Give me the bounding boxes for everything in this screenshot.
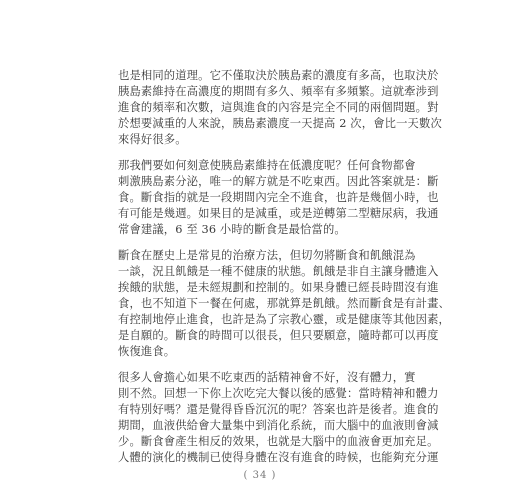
- text-line: 食，也不知道下一餐在何處，那就算是飢餓。然而斷食是有計畫、: [118, 297, 450, 310]
- text-line: 常會建議，6 至 36 小時的斷食是最恰當的。: [118, 223, 346, 236]
- text-line: 於想要減重的人來說，胰島素濃度一天提高 2 次，會比一天數次: [118, 117, 442, 130]
- paragraph-energy-concerns: [118, 370, 439, 466]
- text-line: 期間，血液供給會大量集中到消化系統，而大腦中的血液則會減: [118, 419, 439, 432]
- text-line: 刺激胰島素分泌，唯一的解方就是不吃東西。因此答案就是：斷: [118, 175, 439, 188]
- text-line: 人體的演化的機制已使得身體在沒有進食的時候，也能夠充分運: [118, 451, 439, 464]
- text-line: 胰島素維持在高濃度的期間有多久、頻率有多頻繁。這就牽涉到: [118, 85, 439, 98]
- text-line: 來得好很多。: [118, 133, 187, 146]
- text-line: 是自願的。斷食的時間可以很長，但只要願意，隨時都可以再度: [118, 329, 439, 342]
- text-line: 食。斷食指的就是一段期間內完全不進食，也許是幾個小時，也: [118, 191, 439, 204]
- text-line: 少。斷食會產生相反的效果，也就是大腦中的血液會更加充足。: [118, 435, 439, 448]
- text-line: 有特別好嗎？還是覺得昏昏沉沉的呢？答案也許是後者。進食的: [118, 403, 439, 416]
- paragraph-insulin-duration: [118, 68, 442, 148]
- text-line: 一談，況且飢餓是一種不健康的狀態。飢餓是非自主讓身體進入: [118, 265, 439, 278]
- text-line: 也是相同的道理。它不僅取決於胰島素的濃度有多高，也取決於: [118, 69, 439, 82]
- text-line: 有控制地停止進食，也許是為了宗教心靈，或是健康等其他因素，: [118, 313, 450, 326]
- text-line: 那我們要如何刻意使胰島素維持在低濃度呢？任何食物都會: [118, 159, 416, 172]
- body-text: [118, 68, 450, 466]
- page-number: ( 34 ): [243, 470, 277, 481]
- text-line: 挨餓的狀態，是未經規劃和控制的。如果身體已經長時間沒有進: [118, 281, 439, 294]
- text-line: 有可能是幾週。如果目的是減重，或是逆轉第二型糖尿病，我通: [118, 207, 439, 220]
- text-line: 斷食在歷史上是常見的治療方法，但切勿將斷食和飢餓混為: [118, 249, 416, 262]
- text-line: 很多人會擔心如果不吃東西的話精神會不好，沒有體力，實: [118, 371, 416, 384]
- text-line: 恢復進食。: [118, 345, 176, 358]
- text-line: 進食的頻率和次數，這與進食的內容是完全不同的兩個問題。對: [118, 101, 439, 114]
- text-line: 則不然。回想一下你上次吃完大餐以後的感覺：當時精神和體力: [118, 387, 439, 400]
- paragraph-fasting-vs-starvation: [118, 248, 450, 360]
- paragraph-fasting-answer: [118, 158, 439, 238]
